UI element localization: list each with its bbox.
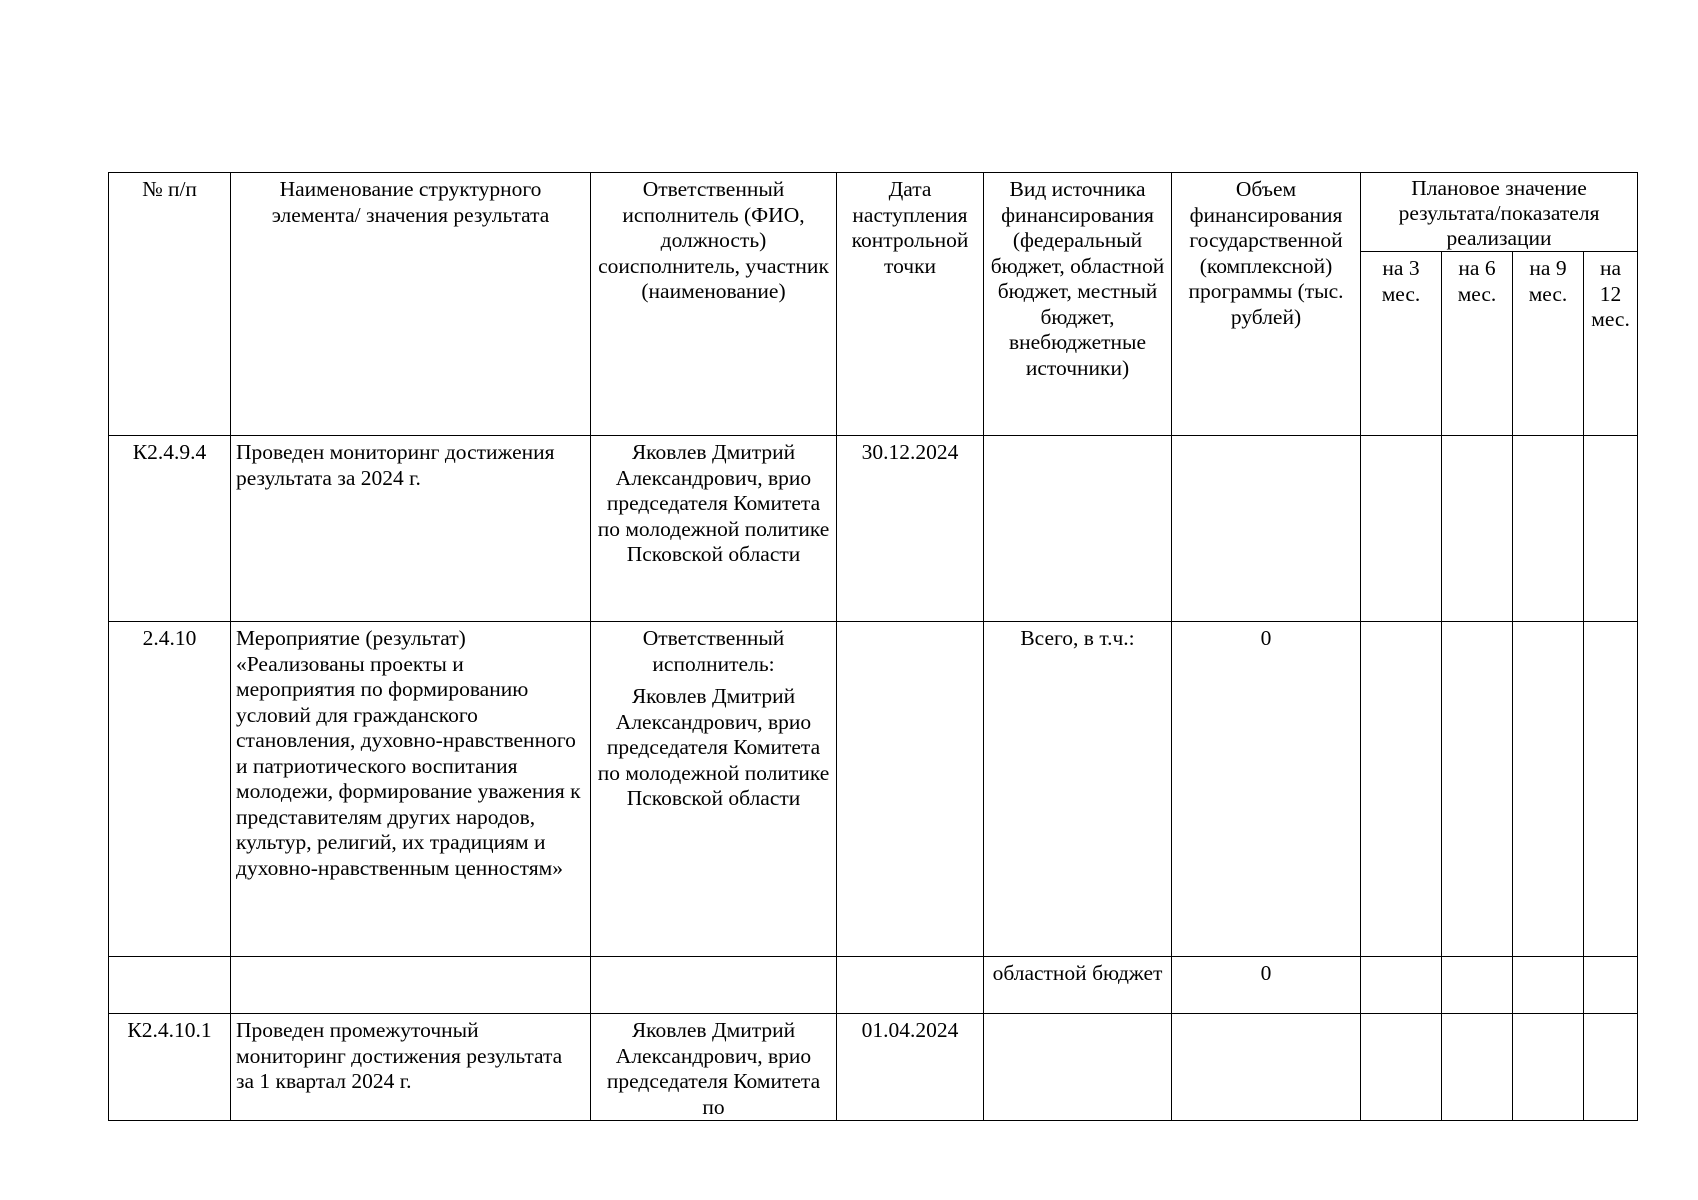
table-row xyxy=(109,1014,1638,1121)
row-num: К2.4.9.4 xyxy=(109,436,231,622)
header-volume: Объем финансирования государственной (комплексной) программы (тыс. рублей) xyxy=(1172,173,1361,436)
row-name xyxy=(231,957,591,1014)
table-row xyxy=(109,957,1638,1014)
row-source: областной бюджет xyxy=(984,957,1172,1014)
row-num: 2.4.10 xyxy=(109,622,231,957)
row-volume: 0 xyxy=(1172,957,1361,1014)
row-executor-cell xyxy=(591,622,837,957)
table-row xyxy=(109,436,1638,622)
row-plan-12 xyxy=(1584,957,1638,1014)
table-row xyxy=(109,622,1638,957)
row-source xyxy=(984,1014,1172,1121)
header-month-9: на 9 мес. xyxy=(1513,252,1584,436)
row-volume: 0 xyxy=(1172,622,1361,957)
row-plan-9 xyxy=(1513,436,1584,622)
row-plan-3 xyxy=(1361,436,1442,622)
row-plan-12 xyxy=(1584,622,1638,957)
header-date: Дата наступления контрольной точки xyxy=(837,173,984,436)
row-num xyxy=(109,957,231,1014)
row-executor: Яковлев Дмитрий Александрович, врио председателя Комитета по молодежной политике Псковской области xyxy=(597,684,830,810)
row-executor: Яковлев Дмитрий Александрович, врио председателя Комитета по молодежной политике Псковской области xyxy=(591,436,837,622)
row-executor-label: Ответственный исполнитель: xyxy=(642,626,785,676)
financing-table xyxy=(108,172,1638,1121)
row-source xyxy=(984,436,1172,622)
row-plan-9 xyxy=(1513,957,1584,1014)
row-name: Проведен мониторинг достижения результата за 2024 г. xyxy=(231,436,591,622)
row-date xyxy=(837,957,984,1014)
row-executor xyxy=(591,957,837,1014)
row-plan-12 xyxy=(1584,1014,1638,1121)
row-date xyxy=(837,622,984,957)
row-source: Всего, в т.ч.: xyxy=(984,622,1172,957)
header-plan: Плановое значение результата/показателя реализации xyxy=(1361,173,1638,252)
row-num: К2.4.10.1 xyxy=(109,1014,231,1121)
row-plan-3 xyxy=(1361,1014,1442,1121)
header-num: № п/п xyxy=(109,173,231,436)
row-plan-9 xyxy=(1513,622,1584,957)
row-date: 01.04.2024 xyxy=(837,1014,984,1121)
row-plan-12 xyxy=(1584,436,1638,622)
header-month-6: на 6 мес. xyxy=(1442,252,1513,436)
row-plan-6 xyxy=(1442,957,1513,1014)
header-name: Наименование структурного элемента/ значения результата xyxy=(231,173,591,436)
row-name: Мероприятие (результат) «Реализованы проекты и мероприятия по формированию условий для гражданского становления, духовно-нравственного и патриотического воспитания молодежи, формирование уважения к представителям других народов, культур, религий, их традициям и духовно-нравственным ценностям» xyxy=(231,622,591,957)
row-plan-9 xyxy=(1513,1014,1584,1121)
row-plan-6 xyxy=(1442,436,1513,622)
header-row xyxy=(109,173,1638,252)
row-plan-3 xyxy=(1361,622,1442,957)
row-volume xyxy=(1172,1014,1361,1121)
row-name: Проведен промежуточный мониторинг достижения результата за 1 квартал 2024 г. xyxy=(231,1014,591,1121)
row-executor: Яковлев Дмитрий Александрович, врио председателя Комитета по xyxy=(591,1014,837,1121)
header-executor: Ответственный исполнитель (ФИО, должность) соисполнитель, участник (наименование) xyxy=(591,173,837,436)
row-plan-6 xyxy=(1442,622,1513,957)
row-plan-6 xyxy=(1442,1014,1513,1121)
row-date: 30.12.2024 xyxy=(837,436,984,622)
row-volume xyxy=(1172,436,1361,622)
header-source: Вид источника финансирования (федеральный бюджет, областной бюджет, местный бюджет, внебюджетные источники) xyxy=(984,173,1172,436)
row-plan-3 xyxy=(1361,957,1442,1014)
header-month-3: на 3 мес. xyxy=(1361,252,1442,436)
header-month-12: на 12 мес. xyxy=(1584,252,1638,436)
